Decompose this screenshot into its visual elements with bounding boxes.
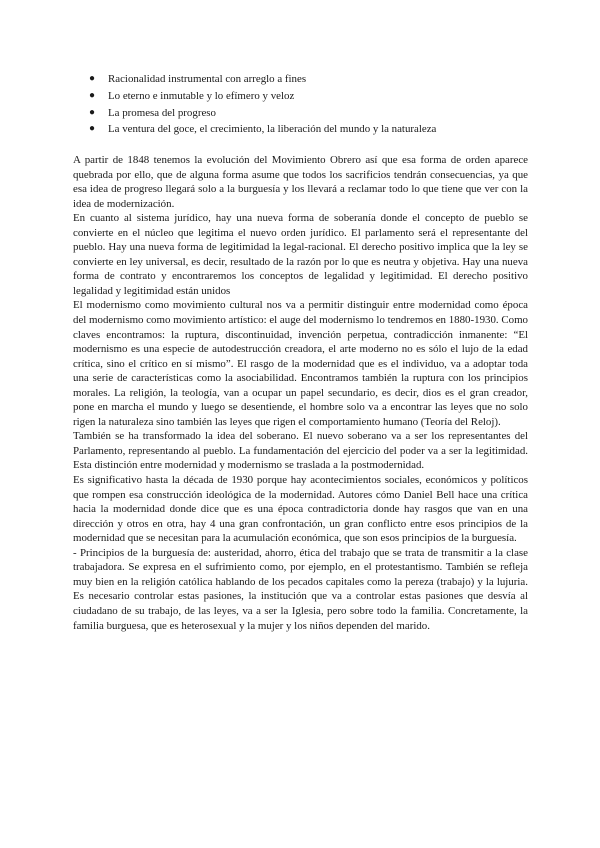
bullet-dot-icon: ● <box>89 106 96 118</box>
paragraph-principios-burguesia: - Principios de la burguesía de: austeridad, ahorro, ética del trabajo que se trata de transmitir a la clase trabajadora. Se expresa en el sufrimiento como, por ejemplo, en el protestantismo. También se refleja muy bien en la religión católica hablando de los pecados capitales como la pereza (trabajo) y la lujuria. Es necesario controlar estas pasiones, la institución que va a controlar estas pasiones que desvía al ciudadano de su trabajo, de las leyes, va a ser la Iglesia, pero sobre todo la familia. Concretamente, la familia burguesa, que es heterosexual y la mujer y los niños dependen del marido. <box>73 546 528 632</box>
paragraph-modernismo: El modernismo como movimiento cultural nos va a permitir distinguir entre modernidad como época del modernismo como movimiento artístico: el auge del modernismo lo tendremos en 1880-1930. Como claves encontramos: la ruptura, discontinuidad, invención perpetua, contradicción inmanente: “El modernismo es una especie de autodestrucción creadora, el arte moderno no es sólo el lujo de la edad crítica, sino el crítico en sí mismo”. El rasgo de la modernidad que es el individuo, va a adoptar toda una serie de características como la asociabilidad. Encontramos también la ruptura con los principios morales. La religión, la teología, van a ocupar un papel secundario, es decir, dios es el gran creador, pone en marcha el mundo y luego se desentiende, el hombre solo va a encontrar las leyes que no solo rigen la naturaleza sino también las leyes que rigen el comportamiento humano (Teoría del Reloj). <box>73 299 528 428</box>
bullet-item <box>86 88 546 105</box>
bullet-item <box>86 121 546 138</box>
bullet-text: La ventura del goce, el crecimiento, la liberación del mundo y la naturaleza <box>108 123 437 136</box>
bullet-dot-icon: ● <box>89 123 96 135</box>
bullet-dot-icon: ● <box>89 89 96 101</box>
paragraph-soberano: También se ha transformado la idea del soberano. El nuevo soberano va a ser los representantes del Parlamento, representando al pueblo. La fundamentación del ejercicio del poder va a ser la legitimidad. Esta distinción entre modernidad y modernismo se traslada a la postmodernidad. <box>73 430 528 472</box>
paragraph-sistema-juridico: En cuanto al sistema jurídico, hay una nueva forma de soberanía donde el concepto de pueblo se convierte en el núcleo que legitima el nuevo orden jurídico. El parlamento será el representante del pueblo. Hay una nueva forma de legitimidad la legal-racional. El derecho positivo implica que la ley se convierte en ley universal, es decir, resultado de la razón por lo que es neutra y objetiva. Hay una nueva forma de contrato y encontraremos los conceptos de legalidad y legitimidad. El derecho positivo legalidad y legitimidad están unidos <box>73 212 528 297</box>
body-text <box>73 153 528 633</box>
bullet-text: Lo eterno e inmutable y lo efímero y veloz <box>108 89 295 102</box>
bullet-item <box>86 105 546 122</box>
paragraph-movimiento-obrero: A partir de 1848 tenemos la evolución del Movimiento Obrero así que esa forma de orden aparece quebrada por ello, que de alguna forma asume que todos los sacrificios tendrán consecuencias, ya que esa idea de progreso llegará solo a la burguesía y los llevará a reclamar todo lo que tiene que ver con la idea de modernización. <box>73 154 528 210</box>
paragraph-decada-1930: Es significativo hasta la década de 1930 porque hay acontecimientos sociales, económicos y políticos que rompen esa construcción ideológica de la modernidad. Autores cómo Daniel Bell hace una crítica hacia la modernidad donde dice que es una época contradictoria donde hay rasgos que van en una dirección y otros en otra, hay 4 una gran confrontación, un gran conflicto entre esos principios de la modernidad que se necesitan para la acumulación económica, que son esos principios de la burguesía. <box>73 474 528 545</box>
bullet-list <box>86 71 546 138</box>
bullet-item <box>86 71 546 88</box>
bullet-dot-icon: ● <box>89 73 96 84</box>
bullet-text: Racionalidad instrumental con arreglo a fines <box>108 73 307 85</box>
bullet-text: La promesa del progreso <box>108 106 216 119</box>
